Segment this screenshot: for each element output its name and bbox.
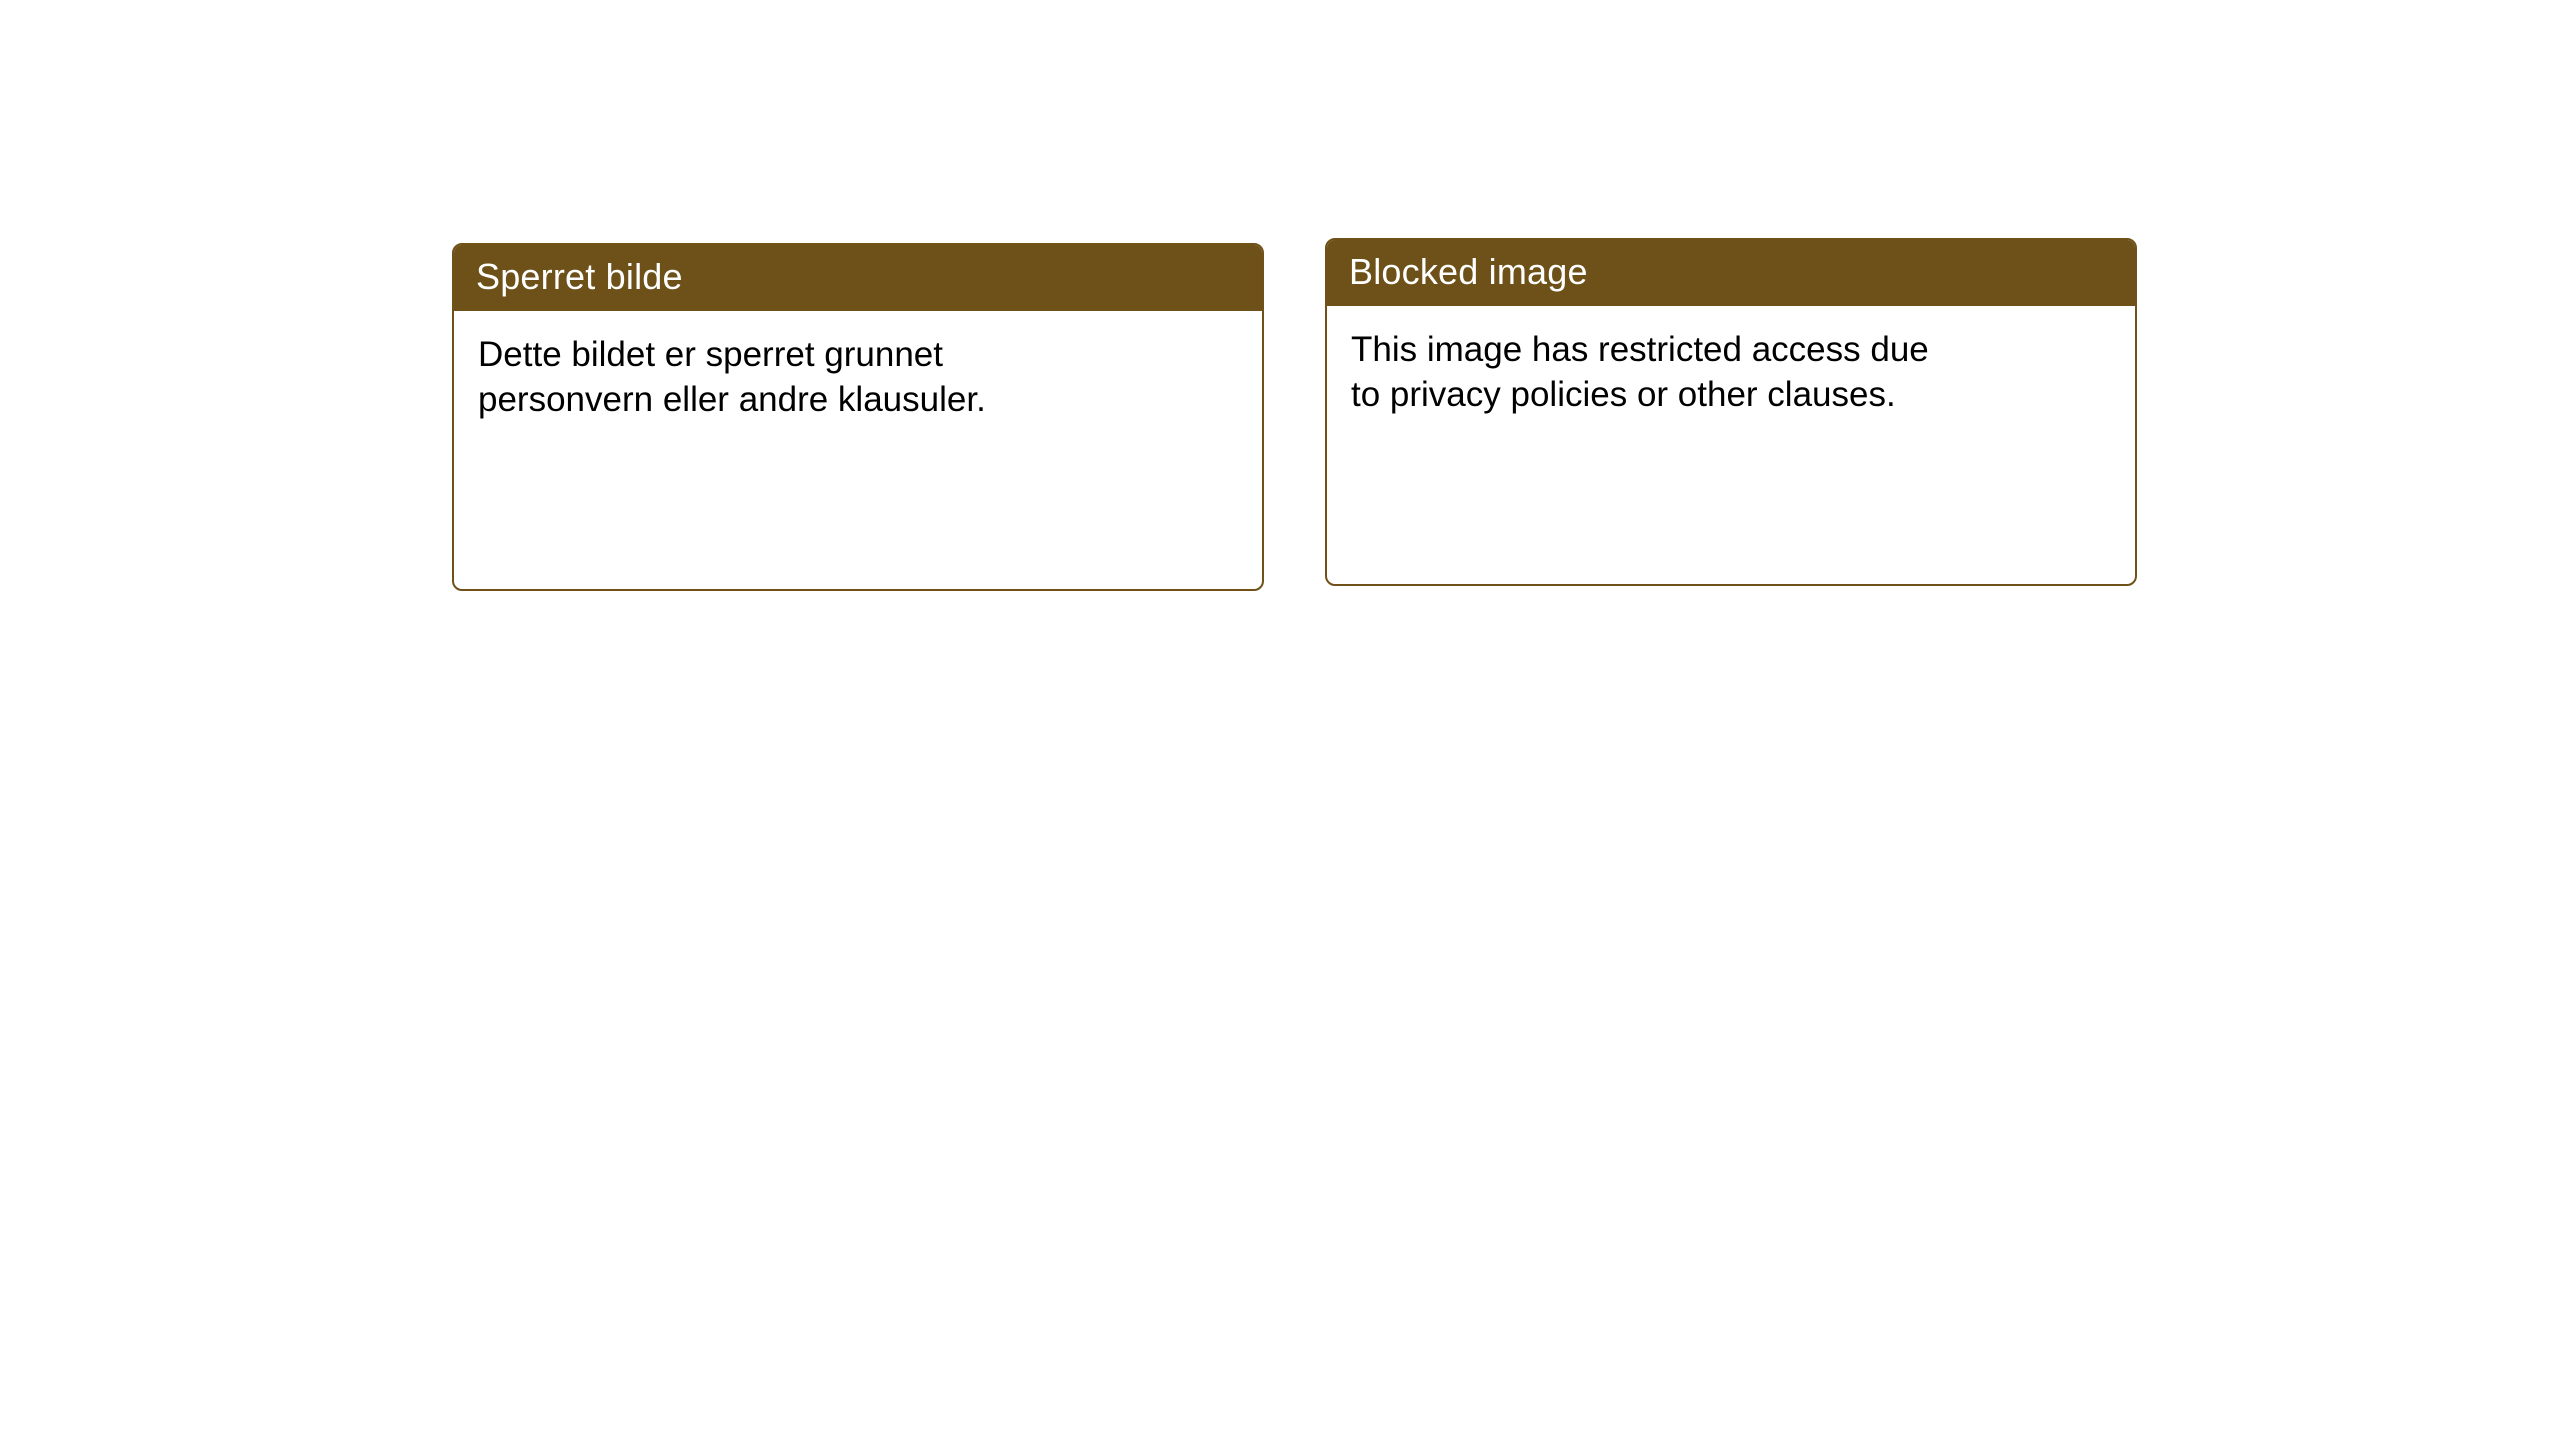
notice-title-english: Blocked image	[1327, 240, 2135, 306]
notice-title-norwegian: Sperret bilde	[454, 245, 1262, 311]
blocked-image-notice-norwegian	[452, 243, 1264, 591]
blocked-image-notice-english	[1325, 238, 2137, 586]
notice-message-norwegian: Dette bildet er sperret grunnet personvern eller andre klausuler.	[478, 335, 986, 419]
notice-message-english: This image has restricted access due to privacy policies or other clauses.	[1351, 330, 1929, 414]
